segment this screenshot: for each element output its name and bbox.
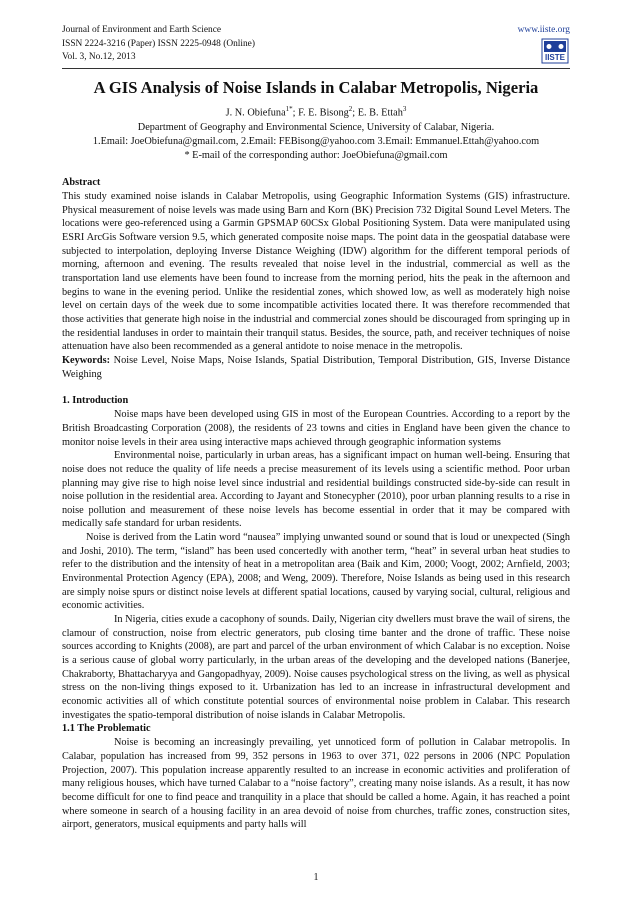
journal-header — [62, 24, 570, 66]
abstract-section — [62, 176, 570, 381]
intro-paragraph-4: In Nigeria, cities exude a cacophony of sounds. Daily, Nigerian city dwellers must brave the wail of sirens, the clamour of construction, noise from electric generators, pub closing time banter and the drone of traffic. These noise sources according to Knights (2008), are part and parcel of the urban environment of which Calabar is no exception. Noise is a serious cause of global worry particularly, in the urban areas of the developing and the developed nations (Banerjee, Chakraborty, Bhattacharyya and Gangopadhyay, 2009). Noise causes psychological stress on the living, as well as physical stress on the non-living things exposed to it. Urbanization has led to an increase in infrastructural development and economic activities all of which constitute potential sources of environmental noise problem in Calabar. This research investigates the spatio-temporal distribution of noise islands in Calabar Metropolis. — [62, 614, 570, 721]
journal-volume: Vol. 3, No.12, 2013 — [62, 52, 136, 62]
authors-line: J. N. Obiefuna$^{1*}$; F. E. Bisong$^2$; E. B. Ettah$^3$ — [225, 105, 407, 119]
intro-paragraph-1: Noise maps have been developed using GIS in most of the European Countries. According to a report by the British Broadcasting Corporation (2008), the residents of 23 towns and cities in England have been given the chance to monitor noise levels in their area using interactive maps achieved through geographic information systems — [62, 409, 570, 448]
page-number: 1 — [313, 872, 319, 883]
intro-paragraph-3: Noise is derived from the Latin word “nausea” implying unwanted sound or sound that is loud or unexpected (Singh and Joshi, 2010). The term, “island” has been used concertedly with another term, “heat” in several urban heat studies to refer to the distribution and the intensity of heat in a metropolitan area (Baik and Kim, 2000; Voogt, 2002; Arnfield, 2003; Environmental Protection Agency (EPA), 2008; and Weng, 2009). Therefore, Noise Islands as being used in this research are simply noise spurs or distinct noise levels at different spatial locations, caused by varying social, cultural, religious and economic activities. — [62, 532, 570, 612]
journal-issn: ISSN 2224-3216 (Paper) ISSN 2225-0948 (Online) — [62, 38, 255, 49]
paper-page — [62, 24, 570, 884]
keywords-text: Noise Level, Noise Maps, Noise Islands, Spatial Distribution, Temporal Distribution, GIS, Inverse Distance Weighing — [62, 355, 571, 380]
introduction-section — [62, 394, 570, 832]
abstract-heading: Abstract — [62, 177, 101, 189]
introduction-heading: 1. Introduction — [62, 395, 129, 407]
intro-paragraph-2: Environmental noise, particularly in urban areas, has a significant impact on human well-being. Ensuring that noise does not reduce the quality of life needs a precise measurement of its levels using a scientific method. Poor urban planning may give rise to high noise level since industrial and residential buildings constructed side-by-side can result in noise pollution in the residential area. According to Jayant and Stonecypher (2010), poor urban planning results to a rise in noise pollution and measurement of these noise levels has become essential in order that it may be compared with medically safe standard for urban residents. — [62, 450, 570, 530]
problematic-paragraph-1: Noise is becoming an increasingly prevailing, yet unnoticed form of pollution in Calabar metropolis. In Calabar, population has increased from 99, 352 persons in 1963 to over 371, 022 persons in 2006 (NPC Population Projection, 2007). This population increase apparently resulted to an increase in economic activities and proliferation of many religious houses, which have turned Calabar to a “noise factory”, creating many noise islands. As a result, it has now become difficult for one to find peace and tranquility in a place that should be called a home. Again, it has reached a point where someone in search of a housing facility in an area devoid of noise from churches, traffic zones, construction sites, airport, generators, musical equipments and party halls will — [62, 737, 570, 831]
keywords-label: Keywords: — [62, 355, 111, 367]
header-divider — [62, 68, 570, 69]
author-emails: 1.Email: JoeObiefuna@gmail.com, 2.Email: FEBisong@yahoo.com 3.Email: Emmanuel.Ettah@yahoo.com — [92, 135, 540, 147]
journal-info — [62, 24, 570, 65]
spacer — [62, 381, 570, 394]
corresponding-email: * E-mail of the corresponding author: JoeObiefuna@gmail.com — [184, 150, 448, 162]
spacer — [62, 163, 570, 176]
problematic-heading: 1.1 The Problematic — [62, 723, 151, 735]
journal-name: Journal of Environment and Earth Science — [62, 25, 222, 35]
affiliation: Department of Geography and Environmental Science, University of Calabar, Nigeria. — [137, 121, 495, 133]
svg-text:IISTE: IISTE — [544, 53, 566, 62]
author-block — [62, 102, 570, 163]
journal-url-link[interactable]: www.iiste.org — [517, 25, 570, 35]
keywords — [62, 354, 570, 381]
paper-title: A GIS Analysis of Noise Islands in Calabar Metropolis, Nigeria — [93, 78, 539, 97]
abstract-text: This study examined noise islands in Calabar Metropolis, using Geographic Information Systems (GIS) infrastructure. Physical measurement of noise levels was made using Barn and Korn (BK) Precision 732 Digital Sound Level Meters. The locations were geo-referenced using a Garmin GPSMAP 60CSx Global Positioning System. Data were manipulated using ESRI ArcGis Software version 9.5, which generated composite noise maps. The point data in the geospatial database were subjected to interpolation, deploying Inverse Distance Weighing (IDW) algorithm for the different temporal periods of morning, afternoon and evening. The results revealed that noise level in the industrial, commercial as well as the transportation land use elements have been found to increase from the morning period, hits the peak in the afternoon and begins to wane in the evening period. Unlike the residential zones, which showed low, as well as moderately high noise level on certain days of the week due to some incompatible activities located there. It was therefore recommended that those activities that generate high noise in the industrial and commercial zones should be discouraged from springing up in the residential landuses in order to maintain their tranquil status. Besides, the source, path, and receiver techniques of noise attenuation have also been recommended as a general antidote to noise menace in the metropolis. — [62, 191, 570, 353]
iiste-logo-icon — [541, 38, 569, 64]
